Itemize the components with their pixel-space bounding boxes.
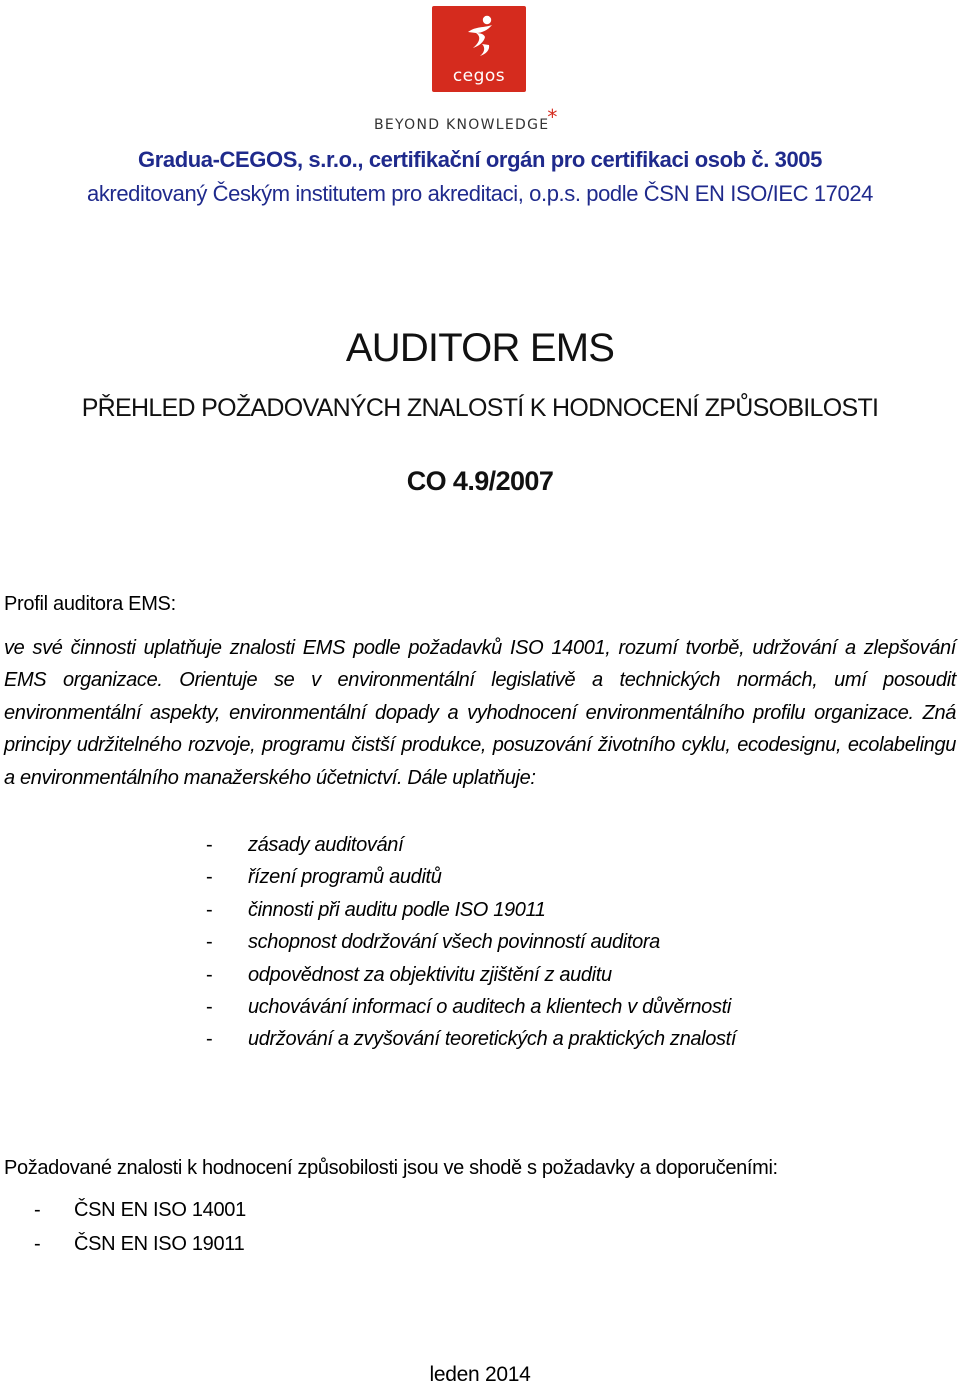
requirements-label: Požadované znalosti k hodnocení způsobilosti jsou ve shodě s požadavky a doporučeními: (4, 1157, 778, 1179)
list-item: - zásady auditování (206, 834, 404, 856)
list-item: - odpovědnost za objektivitu zjištění z auditu (206, 963, 612, 986)
organization-line-2: akreditovaný Českým institutem pro akreditaci, o.p.s. podle ČSN EN ISO/IEC 17024 (86, 181, 874, 206)
list-item: - ČSN EN ISO 19011 (34, 1233, 245, 1255)
document-subtitle: PŘEHLED POŽADOVANÝCH ZNALOSTÍ K HODNOCENÍ ZPŮSOBILOSTI (81, 394, 879, 422)
cegos-figure-icon (432, 6, 526, 66)
organization-header (0, 143, 960, 211)
logo-brand-name: cegos (452, 66, 506, 86)
document-date: leden 2014 (429, 1363, 531, 1386)
document-title: AUDITOR EMS (345, 326, 615, 370)
tagline-asterisk: * (547, 105, 559, 129)
profile-text: ve své činnosti uplatňuje znalosti EMS podle požadavků ISO 14001, rozumí tvorbě, udržování a zlepšování EMS organizace. Orientuje se v environmentální legislativě a technických normách, umí posoudit environmentální aspekty, environmentální dopady a vyhodnocení environmentálního profilu organizace. Zná principy udržitelného rozvoje, programu čistší produkce, posuzování životního cyklu, ecodesignu, ecolabelingu a environmentálního manažerského účetnictví. Dále uplatňuje: (4, 637, 956, 789)
skills-list (206, 829, 736, 1056)
list-item: - řízení programů auditů (206, 866, 442, 889)
cegos-logo (432, 6, 526, 92)
list-item: - schopnost dodržování všech povinností auditora (206, 931, 660, 954)
list-item: - uchovávání informací o auditech a klientech v důvěrnosti (206, 996, 731, 1019)
logo-tagline: BEYOND KNOWLEDGE* (374, 105, 559, 133)
standards-list (34, 1193, 246, 1261)
profile-label: Profil auditora EMS: (4, 593, 176, 615)
organization-line-1: Gradua-CEGOS, s.r.o., certifikační orgán pro certifikaci osob č. 3005 (138, 147, 822, 172)
list-item: - udržování a zvyšování teoretických a praktických znalostí (206, 1028, 737, 1051)
list-item: - činnosti při auditu podle ISO 19011 (206, 898, 546, 921)
document-code: CO 4.9/2007 (406, 466, 554, 496)
list-item: - ČSN EN ISO 14001 (34, 1199, 246, 1221)
